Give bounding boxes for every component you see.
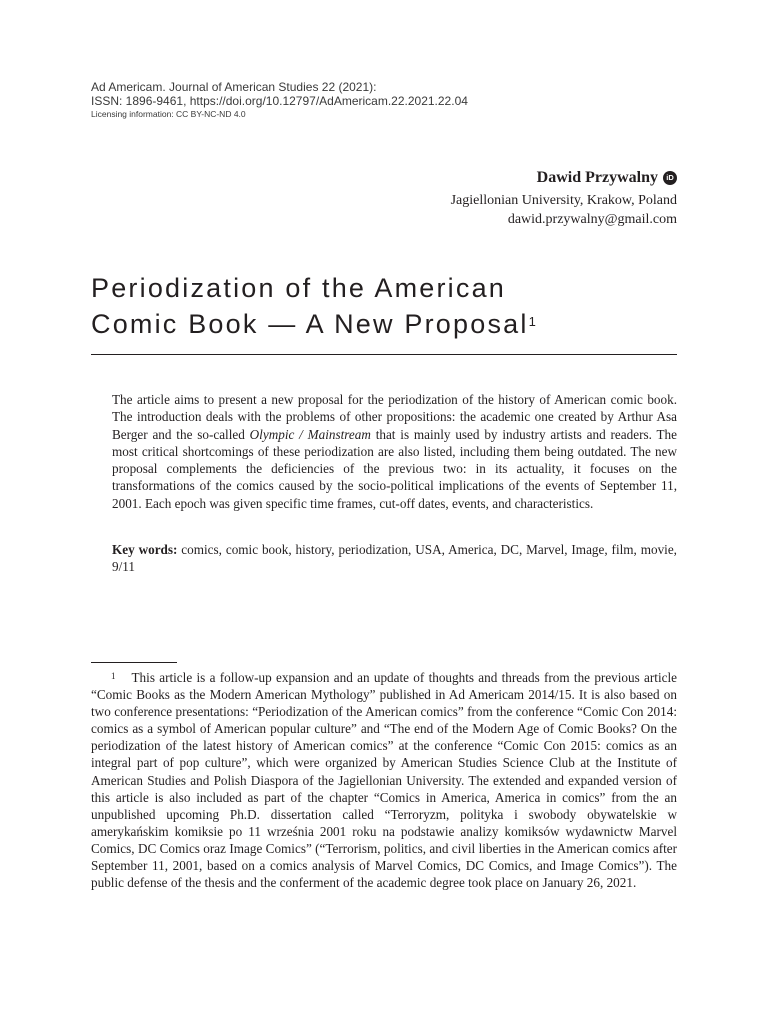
keywords (112, 541, 677, 576)
author-affiliation: Jagiellonian University, Krakow, Poland (450, 193, 677, 208)
author-block (451, 168, 677, 229)
abstract-text-1: The article aims to present a new proposal for the periodization of the history of American comic book. The introduction deals with the problems of other propositions: the academic one created by Arthur Asa Berger and the so-called (112, 392, 677, 442)
title-line-1: Periodization of the American (91, 273, 506, 303)
journal-header (91, 80, 691, 120)
licensing-info: Licensing information: CC BY-NC-ND 4.0 (91, 109, 246, 119)
footnote-text: This article is a follow-up expansion and an update of thoughts and threads from the previous article “Comic Books as the Modern American Mythology” published in Ad Americam 2014/15. It is also based on two conference presentations: “Periodization of the American comics” from the conference “Comic Con 2014: comics as a symbol of American popular culture” and “The end of the Modern Age of Comic Books? On the periodization of the latest history of American comics” at the conference “Comic Con 2015: comics as an integral part of pop culture”, which were organized by American Studies Science Club at the Institute of American Studies and Polish Diaspora of the Jagiellonian University. The extended and expanded version of this article is also included as part of the chapter “Comics in America, America in comics” from the an unpublished upcoming Ph.D. dissertation called “Terroryzm, polityka i swobody obywatelskie w amerykańskim komiksie po 11 września 2001 roku na podstawie analizy komiksów wydawnictw Marvel Comics, DC Comics oraz Image Comics” (“Terrorism, politics, and civil liberties in the American comics after September 11, 2001, based on a comics analysis of Marvel Comics, DC Comics, and Image Comics”). The public defense of the thesis and the conferment of the academic degree took place on January 26, 2021. (91, 670, 677, 891)
title-divider (91, 354, 677, 355)
orcid-icon[interactable]: iD (663, 171, 677, 185)
abstract (112, 391, 677, 512)
abstract-text-2: that is mainly used by industry artists and readers. The most critical shortcomings of these periodization are also listed, including them being outdated. The new proposal complements the deficiencies of the previous two: in its actuality, it focuses on the transformations of the comics caused by the socio-political implications of the events of September 11, 2001. Each epoch was given specific time frames, cut-off dates, events, and characteristics. (112, 426, 677, 511)
article-title (91, 270, 681, 342)
author-name (537, 168, 677, 188)
footnote-1 (91, 669, 677, 891)
author-name-text: Dawid Przywalny (536, 169, 658, 186)
keywords-text: comics, comic book, history, periodization, USA, America, DC, Marvel, Image, film, movie, 9/11 (112, 542, 677, 575)
footnote-mark: 1 (111, 671, 116, 681)
title-footnote-ref[interactable]: 1 (528, 314, 536, 329)
title-line-2: Comic Book — A New Proposal (91, 309, 529, 339)
issn-doi-line[interactable]: ISSN: 1896-9461, https://doi.org/10.12797/AdAmericam.22.2021.22.04 (91, 94, 468, 108)
author-email[interactable]: dawid.przywalny@gmail.com (507, 212, 677, 227)
journal-citation: Ad Americam. Journal of American Studies 22 (2021): (91, 80, 377, 94)
abstract-italic-term: Olympic / Mainstream (249, 426, 371, 442)
keywords-label: Key words: (112, 542, 178, 557)
footnote-divider (91, 662, 177, 663)
